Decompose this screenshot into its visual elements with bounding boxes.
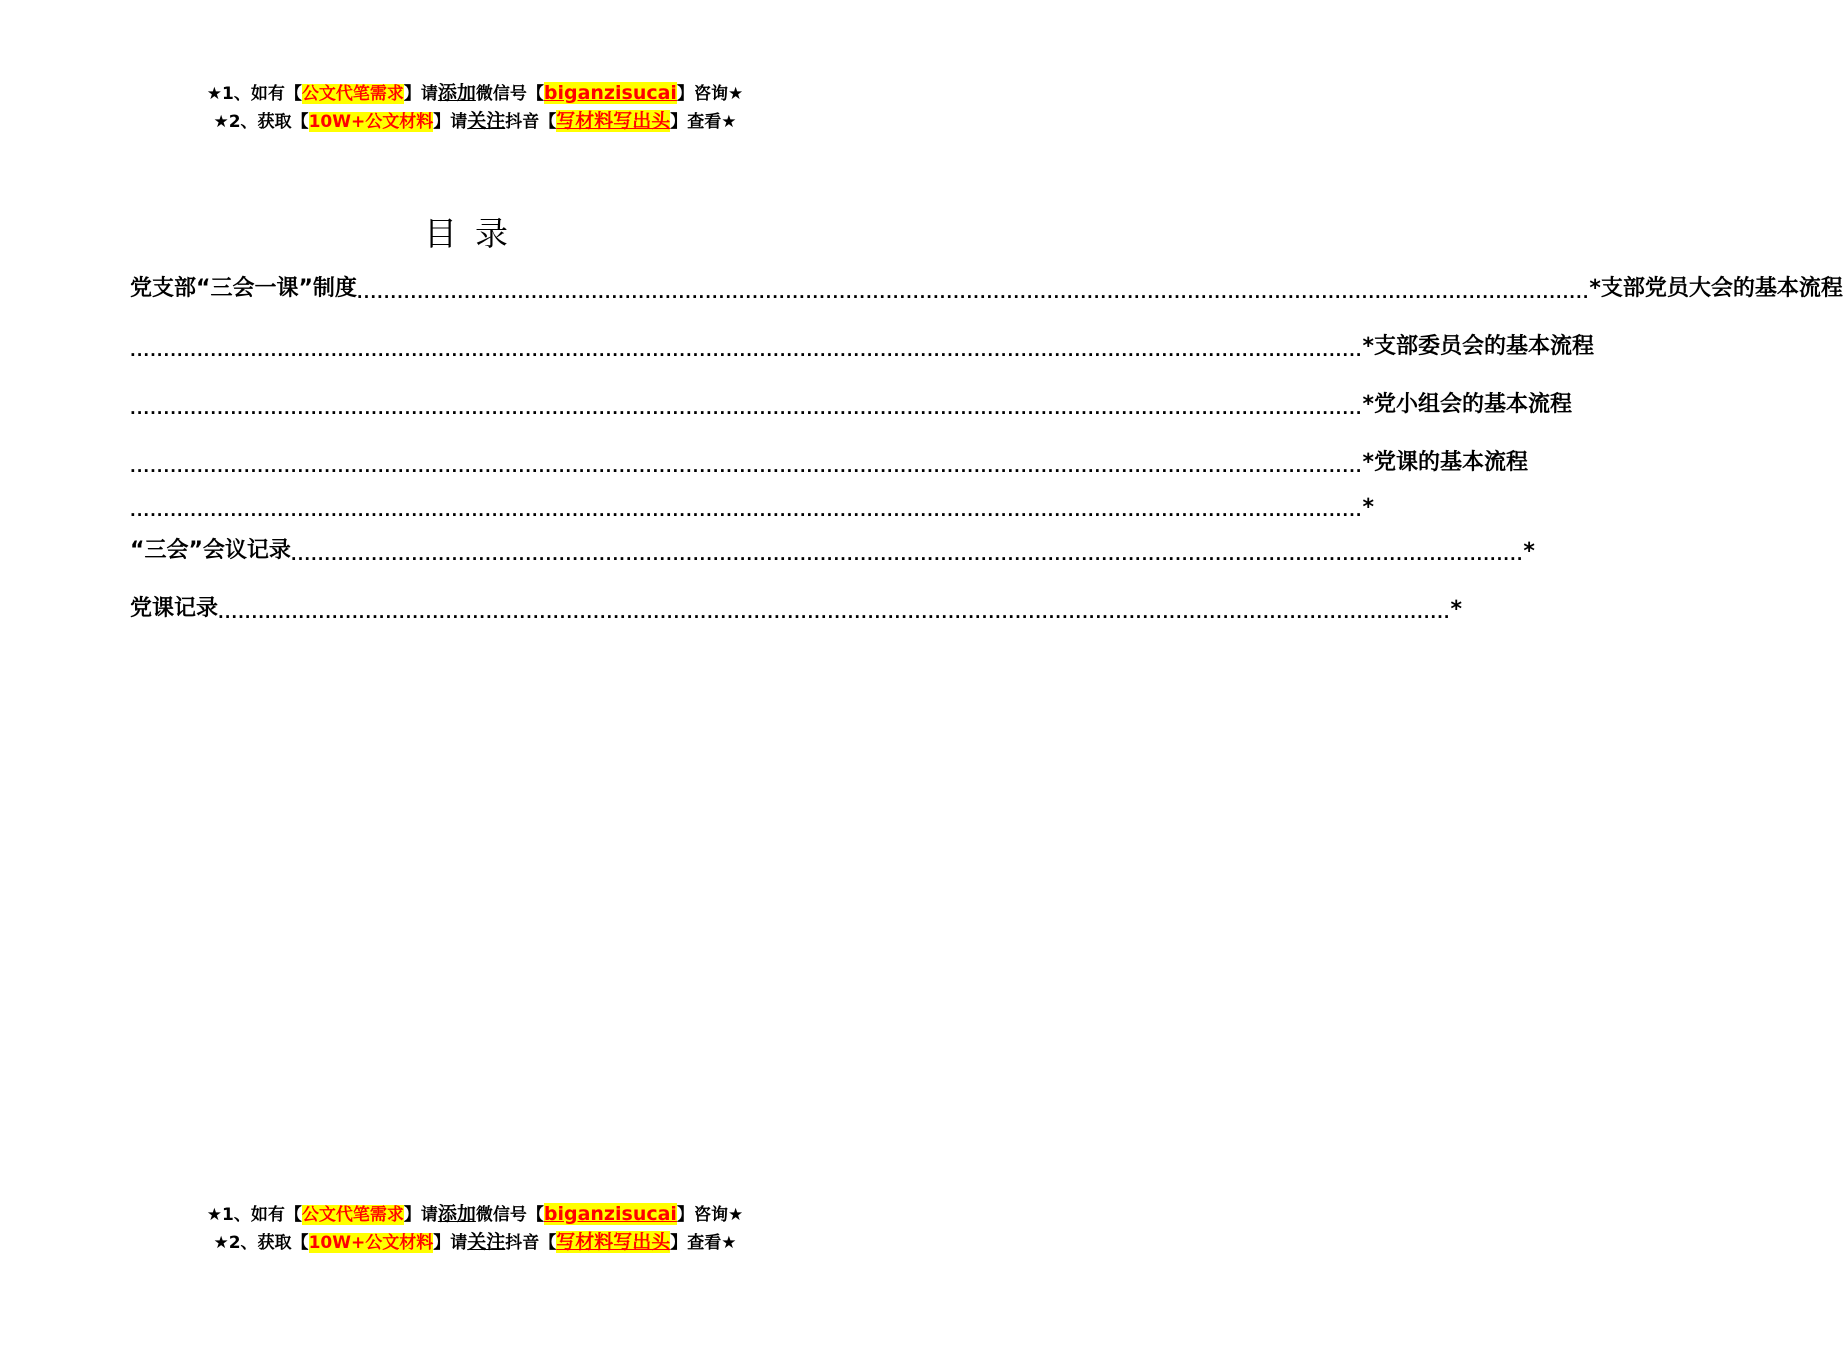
banner-highlight: 写材料写出头 [556,110,671,132]
toc-entry-page: * [1362,495,1374,520]
footer-banner [0,1201,950,1257]
toc-entry[interactable] [130,446,1528,476]
toc-leader-dots: ........................................................................................................................................................................................ [130,400,1363,418]
toc-entry-page: * [1450,597,1463,622]
banner-text: 】查看★ [670,1233,737,1253]
banner-underline: 关注 [467,1231,506,1253]
toc-leader-dots: ........................................................................................................................................................................................ [356,284,1590,302]
banner-line-2 [0,1229,950,1257]
toc-entry-title: 党支部“三会一课”制度 [130,276,357,301]
banner-highlight: biganzisucai [543,1203,677,1225]
banner-highlight: 公文代笔需求 [301,1205,404,1225]
banner-highlight: 写材料写出头 [556,1231,671,1253]
banner-text: ★2、获取【 [213,1233,309,1253]
banner-text: 抖音【 [505,1233,557,1253]
banner-underline: 添加 [437,1203,476,1225]
toc-leader-dots: ........................................................................................................................................................................................ [130,502,1363,520]
banner-line-2 [0,108,950,136]
toc-entry[interactable] [130,388,1572,418]
toc-leader-dots: ........................................................................................................................................................................................ [130,458,1363,476]
banner-text: 微信号【 [475,1205,544,1225]
banner-text: 】请 [403,1205,438,1225]
toc-entry[interactable] [130,534,1535,564]
banner-text: 抖音【 [505,112,557,132]
page-title: 目录 [424,214,526,253]
banner-text: 】咨询★ [676,84,744,104]
toc-leader-dots: ........................................................................................................................................................................................ [130,342,1363,360]
toc-leader-dots: ........................................................................................................................................................................................ [290,546,1524,564]
toc-entry-title: “三会”会议记录 [130,538,291,563]
toc-entry-page: *党课的基本流程 [1362,450,1528,475]
banner-line-1 [0,1201,950,1229]
banner-text: 】请 [433,112,468,132]
header-banner [0,80,950,136]
toc-leader-dots: ........................................................................................................................................................................................ [218,604,1451,622]
banner-text: 】查看★ [670,112,737,132]
toc-entry[interactable] [130,330,1594,360]
toc-entry-title: 党课记录 [130,596,219,621]
banner-text: 】请 [433,1233,468,1253]
toc-entry[interactable] [130,490,1374,520]
banner-text: ★1、如有【 [206,84,302,104]
banner-highlight: biganzisucai [543,82,677,104]
banner-highlight: 10W+公文材料 [308,1233,434,1253]
banner-highlight: 10W+公文材料 [308,112,434,132]
toc-entry-page: * [1523,539,1535,564]
toc-entry-page: *支部委员会的基本流程 [1362,334,1594,359]
toc-entry[interactable] [130,592,1463,622]
banner-underline: 关注 [467,110,506,132]
toc-entry-page: *党小组会的基本流程 [1362,392,1572,417]
banner-text: 】咨询★ [676,1205,744,1225]
toc-entry[interactable] [130,272,1843,302]
banner-underline: 添加 [437,82,476,104]
banner-text: ★1、如有【 [206,1205,302,1225]
banner-text: 】请 [403,84,438,104]
toc-entry-page: *支部党员大会的基本流程 [1589,276,1843,301]
banner-line-1 [0,80,950,108]
banner-highlight: 公文代笔需求 [301,84,404,104]
banner-text: 微信号【 [475,84,544,104]
banner-text: ★2、获取【 [213,112,309,132]
